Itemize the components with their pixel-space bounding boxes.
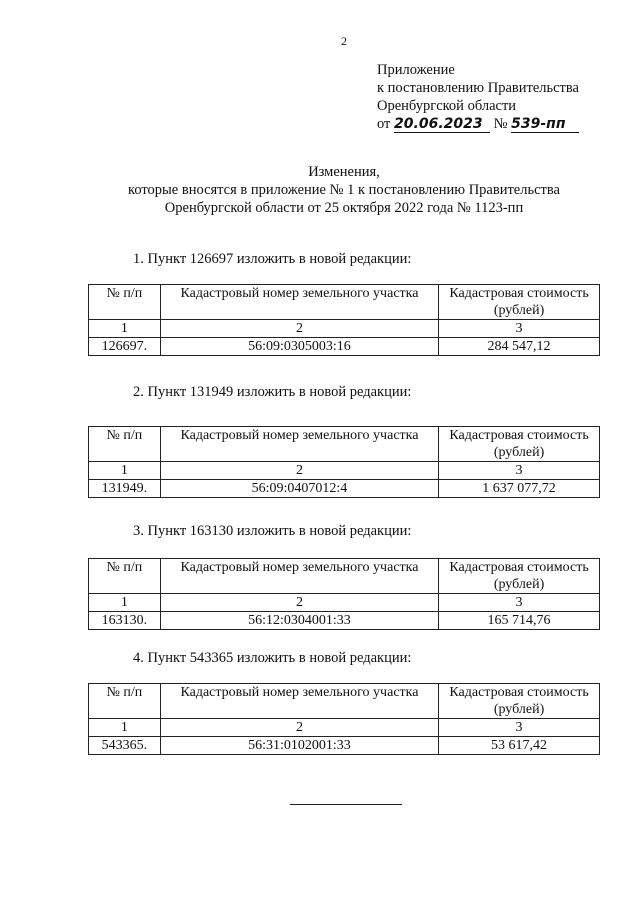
index-2: 2 [160,719,438,737]
document-title [0,163,640,217]
closing-rule [290,804,402,805]
header-value-line2: (рублей) [493,577,545,592]
item-heading-1: 1. Пункт 126697 изложить в новой редакции: [133,251,412,267]
header-num: № п/п [89,285,161,320]
index-2: 2 [160,320,438,338]
table-index-row [89,320,600,338]
index-3: 3 [439,320,600,338]
appendix-line-1: Приложение [377,62,455,78]
header-cadastral: Кадастровый номер земельного участка [160,427,438,462]
appendix-block [377,61,579,133]
table-header-row [89,427,600,462]
row-num: 131949. [89,480,161,498]
title-line-3: Оренбургской области от 25 октября 2022 года № 1123-пп [164,200,524,216]
table-row [89,612,600,630]
item-table-3 [88,558,600,630]
index-1: 1 [89,719,161,737]
header-value-line1: Кадастровая стоимость [449,286,589,301]
number-sign: № [493,116,508,132]
index-3: 3 [439,719,600,737]
index-2: 2 [160,462,438,480]
row-value: 53 617,42 [439,737,600,755]
item-heading-2: 2. Пункт 131949 изложить в новой редакции: [133,384,412,400]
row-cadastral: 56:12:0304001:33 [160,612,438,630]
handwritten-number: 539-пп [511,117,579,133]
table-index-row [89,462,600,480]
row-cadastral: 56:09:0407012:4 [160,480,438,498]
table-header-row [89,285,600,320]
header-cadastral: Кадастровый номер земельного участка [160,684,438,719]
header-value-line2: (рублей) [493,445,545,460]
header-num: № п/п [89,684,161,719]
item-table-1 [88,284,600,356]
table-index-row [89,594,600,612]
item-heading-4: 4. Пункт 543365 изложить в новой редакции: [133,650,412,666]
header-num: № п/п [89,427,161,462]
header-value [439,684,600,719]
item-table-2 [88,426,600,498]
table-header-row [89,684,600,719]
header-value [439,285,600,320]
index-2: 2 [160,594,438,612]
row-num: 126697. [89,338,161,356]
appendix-line-2: к постановлению Правительства [377,80,579,96]
header-value-line1: Кадастровая стоимость [449,428,589,443]
item-table-4 [88,683,600,755]
header-value-line2: (рублей) [493,303,545,318]
table-row [89,737,600,755]
row-value: 1 637 077,72 [439,480,600,498]
header-num: № п/п [89,559,161,594]
row-value: 165 714,76 [439,612,600,630]
from-prefix: от [377,116,391,132]
index-3: 3 [439,594,600,612]
appendix-date-line [377,115,579,133]
table-row [89,480,600,498]
handwritten-date: 20.06.2023 [394,117,490,133]
row-num: 543365. [89,737,161,755]
title-line-1: Изменения, [308,164,380,180]
header-value-line1: Кадастровая стоимость [449,685,589,700]
row-num: 163130. [89,612,161,630]
header-value [439,559,600,594]
header-value [439,427,600,462]
table-header-row [89,559,600,594]
row-cadastral: 56:09:0305003:16 [160,338,438,356]
row-cadastral: 56:31:0102001:33 [160,737,438,755]
item-heading-3: 3. Пункт 163130 изложить в новой редакции: [133,523,412,539]
row-value: 284 547,12 [439,338,600,356]
page-number: 2 [341,34,347,48]
header-cadastral: Кадастровый номер земельного участка [160,285,438,320]
index-1: 1 [89,462,161,480]
index-1: 1 [89,594,161,612]
index-3: 3 [439,462,600,480]
index-1: 1 [89,320,161,338]
header-cadastral: Кадастровый номер земельного участка [160,559,438,594]
header-value-line2: (рублей) [493,702,545,717]
header-value-line1: Кадастровая стоимость [449,560,589,575]
title-line-2: которые вносятся в приложение № 1 к постановлению Правительства [128,182,560,198]
table-row [89,338,600,356]
table-index-row [89,719,600,737]
appendix-line-3: Оренбургской области [377,98,517,114]
